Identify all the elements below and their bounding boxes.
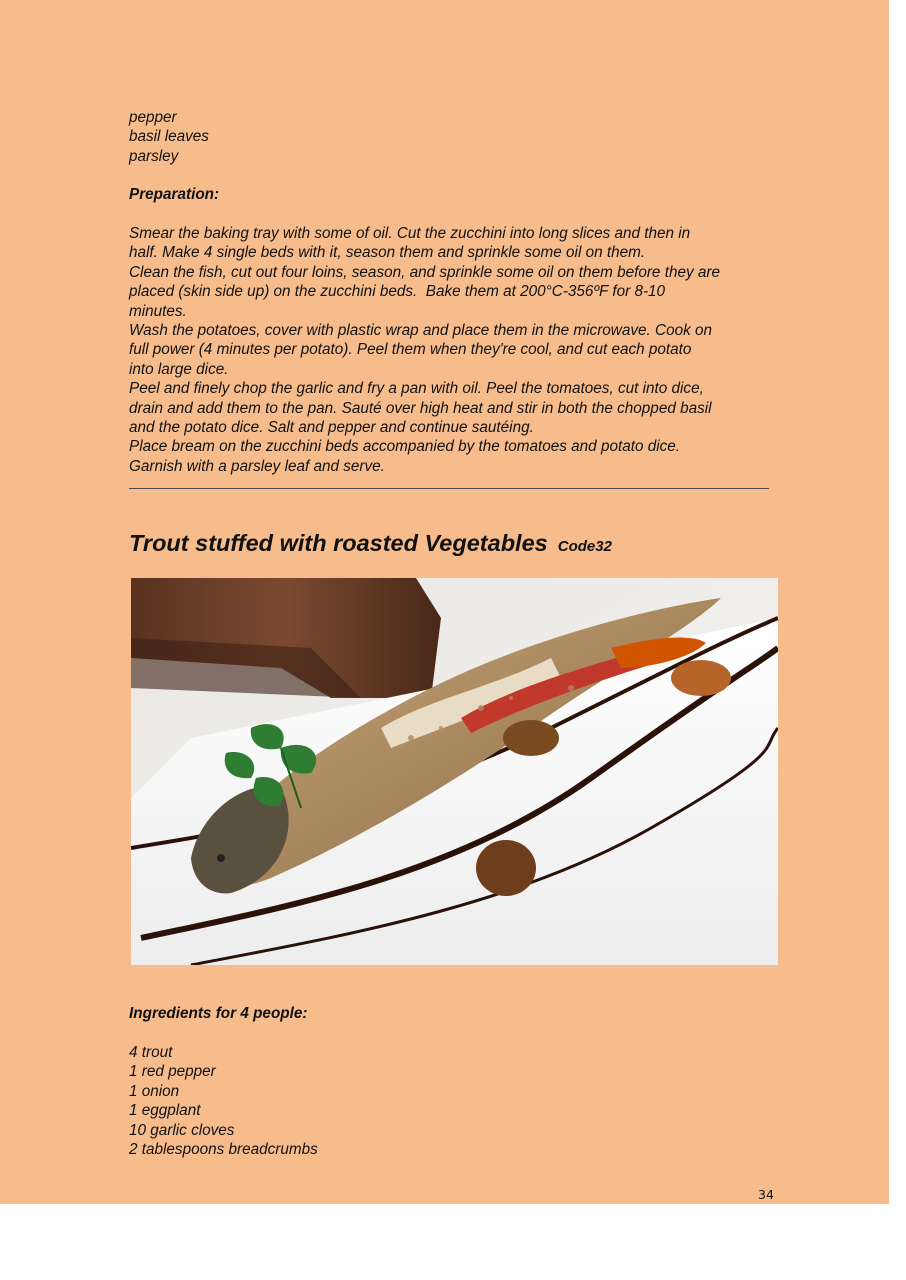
preparation-line: Clean the fish, cut out four loins, season, and sprinkle some oil on them before they are: [129, 263, 720, 281]
ingredient-line: 10 garlic cloves: [129, 1121, 235, 1139]
recipe-code: Code32: [557, 538, 612, 555]
page-number: 34: [758, 1187, 774, 1202]
section-divider: [129, 488, 769, 489]
ingredient-line: pepper: [129, 109, 177, 126]
preparation-line: full power (4 minutes per potato). Peel them when they're cool, and cut each potato: [129, 341, 692, 359]
preparation-line: Place bream on the zucchini beds accompanied by the tomatoes and potato dice.: [129, 438, 681, 456]
ingredient-line: 4 trout: [129, 1044, 173, 1061]
preparation-line: Smear the baking tray with some of oil. Cut the zucchini into long slices and then in: [129, 225, 691, 242]
preparation-line: Peel and finely chop the garlic and fry a pan with oil. Peel the tomatoes, cut into dice,: [129, 380, 704, 398]
previous-ingredients-list: [129, 108, 789, 166]
preparation-line: half. Make 4 single beds with it, season them and sprinkle some oil on them.: [129, 244, 646, 262]
preparation-line: Wash the potatoes, cover with plastic wrap and place them in the microwave. Cook on: [129, 322, 712, 340]
recipe-title: [129, 530, 612, 557]
dish-photo: [131, 578, 778, 965]
preparation-line: placed (skin side up) on the zucchini beds. Bake them at 200°C-356ºF for 8-10: [129, 283, 666, 301]
ingredient-line: 1 eggplant: [129, 1102, 201, 1120]
preparation-line: Garnish with a parsley leaf and serve.: [129, 457, 385, 475]
ingredient-line: basil leaves: [129, 128, 209, 146]
preparation-line: drain and add them to the pan. Sauté over high heat and stir in both the chopped basil: [129, 399, 712, 417]
recipe-title-text: Trout stuffed with roasted Vegetables: [129, 530, 548, 556]
ingredients-list: [129, 1043, 789, 1159]
preparation-heading: Preparation:: [129, 186, 220, 203]
ingredient-line: 2 tablespoons breadcrumbs: [129, 1141, 318, 1159]
ingredient-line: 1 red pepper: [129, 1063, 216, 1081]
ingredient-line: 1 onion: [129, 1082, 180, 1100]
preparation-line: minutes.: [129, 302, 187, 320]
trout-dish-illustration: [131, 578, 778, 965]
preparation-line: and the potato dice. Salt and pepper and continue sautéing.: [129, 419, 534, 437]
ingredients-heading: Ingredients for 4 people:: [129, 1005, 308, 1022]
ingredient-line: parsley: [129, 147, 179, 165]
preparation-text: [129, 224, 789, 476]
preparation-line: into large dice.: [129, 360, 229, 378]
